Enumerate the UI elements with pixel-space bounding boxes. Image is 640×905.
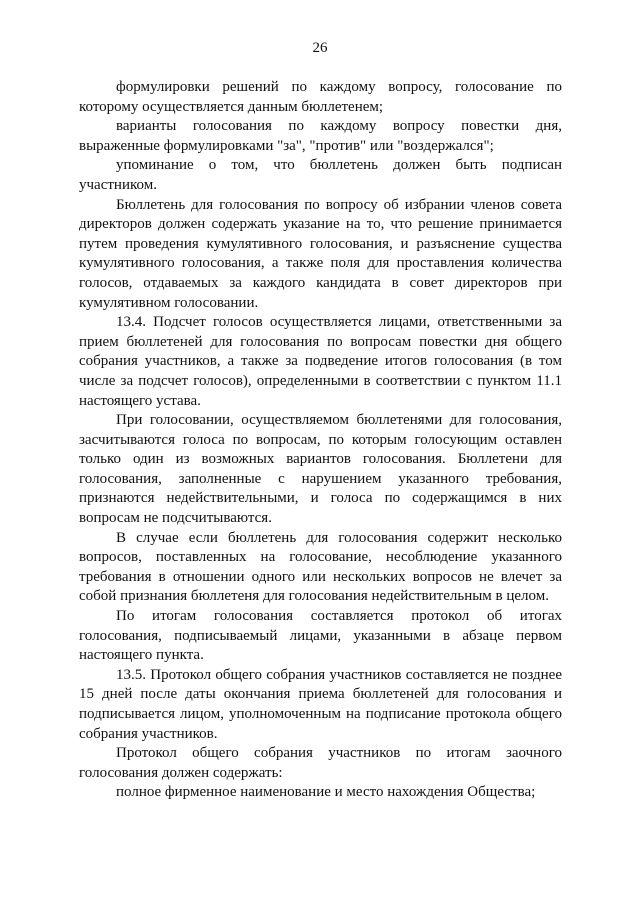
paragraph-company-name-location: полное фирменное наименование и место нахождения Общества; bbox=[116, 784, 536, 801]
paragraph-cumulative-voting-ballot: Бюллетень для голосования по вопросу об избрании членов совета директоров должен содержать указание на то, что решение принимается путем проведения кумулятивного голосования, и разъяснение существа кумулятивного голосования, а также поля для проставления количества голосов, отдаваемых за каждого кандидата в совет директоров при кумулятивном голосовании. bbox=[79, 196, 562, 311]
paragraph-voting-options: варианты голосования по каждому вопросу повестки дня, выраженные формулировками "за", "против" или "воздержался"; bbox=[79, 118, 562, 154]
page-number: 26 bbox=[312, 40, 328, 56]
paragraph-multiple-questions: В случае если бюллетень для голосования содержит несколько вопросов, поставленных на голосование, несоблюдение указанного требования в отношении одного или нескольких вопросов не влечет за собой признания бюллетеня для голосования недействительным в целом. bbox=[79, 529, 562, 605]
paragraph-protocol-contents: Протокол общего собрания участников по итогам заочного голосования должен содержать: bbox=[79, 745, 562, 781]
paragraph-clause-13-4: 13.4. Подсчет голосов осуществляется лицами, ответственными за прием бюллетеней для голосования по вопросам повестки дня общего собрания участников, а также за подведение итогов голосования (в том числе за подсчет голосов), определенными в соответствии с пунктом 11.1 настоящего устава. bbox=[79, 314, 562, 409]
document-body bbox=[79, 78, 562, 803]
paragraph-clause-13-5: 13.5. Протокол общего собрания участников составляется не позднее 15 дней после даты окончания приема бюллетеней для голосования и подписывается лицом, уполномоченным на подписание протокола общего собрания участников. bbox=[79, 666, 562, 742]
paragraph-results-protocol: По итогам голосования составляется протокол об итогах голосования, подписываемый лицами, указанными в абзаце первом настоящего пункта. bbox=[79, 608, 562, 664]
paragraph-decision-wording: формулировки решений по каждому вопросу, голосование по которому осуществляется данным бюллетенем; bbox=[79, 79, 562, 115]
paragraph-signature-mention: упоминание о том, что бюллетень должен быть подписан участником. bbox=[79, 157, 562, 193]
paragraph-vote-counting: При голосовании, осуществляемом бюллетенями для голосования, засчитываются голоса по вопросам, по которым голосующим оставлен только один из возможных вариантов голосования. Бюллетени для голосования, заполненные с нарушением указанного требования, признаются недействительными, и голоса по содержащимся в них вопросам не подсчитываются. bbox=[79, 412, 562, 527]
